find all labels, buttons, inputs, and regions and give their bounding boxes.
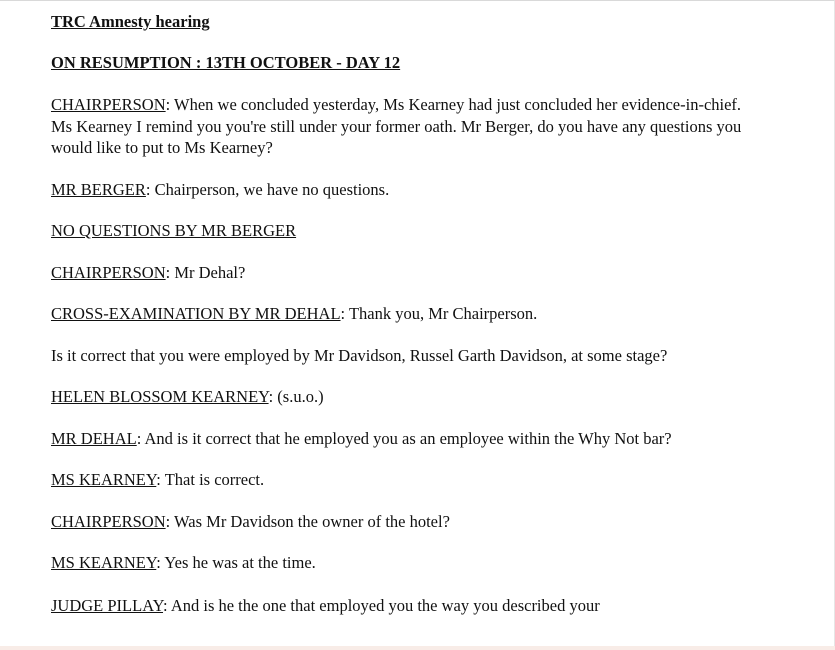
speaker-text: : Chairperson, we have no questions. — [145, 179, 390, 199]
resumption-heading: ON RESUMPTION : 13TH OCTOBER - DAY 12 — [51, 53, 401, 72]
transcript-entry-ms-kearney-correct — [51, 469, 751, 491]
document-content — [51, 11, 751, 636]
speaker-text: : And is it correct that he employed you as an employee within the Why Not bar? — [136, 428, 672, 448]
section-no-questions — [51, 220, 751, 242]
transcript-entry-mr-berger — [51, 179, 751, 201]
speaker-name: MR BERGER — [51, 179, 146, 199]
speaker-name: MS KEARNEY — [51, 553, 157, 572]
page-bottom-band — [0, 646, 835, 650]
speaker-text: : Yes he was at the time. — [156, 553, 316, 572]
document-title: TRC Amnesty hearing — [51, 12, 210, 31]
speaker-name: CHAIRPERSON — [51, 262, 166, 282]
transcript-entry-mr-dehal — [51, 428, 751, 450]
section-label: CROSS-EXAMINATION BY MR DEHAL — [51, 304, 341, 323]
speaker-name: HELEN BLOSSOM KEARNEY — [51, 387, 269, 406]
section-label: NO QUESTIONS BY MR BERGER — [51, 221, 297, 240]
transcript-entry-judge-pillay — [51, 595, 751, 617]
transcript-entry-helen-kearney — [51, 386, 751, 408]
transcript-question-davidson — [51, 345, 751, 367]
speaker-text: : Mr Dehal? — [165, 262, 246, 282]
section-cross-examination — [51, 303, 751, 325]
speaker-name: MR DEHAL — [51, 428, 137, 448]
transcript-entry-chairperson-dehal — [51, 262, 751, 284]
transcript-entry-ms-kearney-time — [51, 552, 751, 574]
speaker-name: CHAIRPERSON — [51, 95, 166, 114]
section-text: : Thank you, Mr Chairperson. — [340, 304, 538, 323]
speaker-text: : That is correct. — [156, 470, 265, 489]
speaker-name: MS KEARNEY — [51, 470, 157, 489]
question-text: Is it correct that you were employed by Mr Davidson, Russel Garth Davidson, at some stage? — [51, 345, 668, 365]
speaker-name: CHAIRPERSON — [51, 511, 166, 531]
speaker-text: : Was Mr Davidson the owner of the hotel? — [165, 511, 450, 531]
transcript-entry-chairperson-owner — [51, 511, 751, 533]
speaker-text: : (s.u.o.) — [268, 387, 324, 406]
transcript-entry-chairperson-opening — [51, 94, 751, 159]
speaker-text: : When we concluded yesterday, Ms Kearney had just concluded her evidence-in-chief. Ms Kearney I remind you you're still under your former oath. Mr Berger, do you have any questions you would like to put to Ms Kearney? — [51, 95, 742, 157]
speaker-text: : And is he the one that employed you the way you described your — [163, 595, 600, 615]
speaker-name: JUDGE PILLAY — [51, 595, 164, 615]
